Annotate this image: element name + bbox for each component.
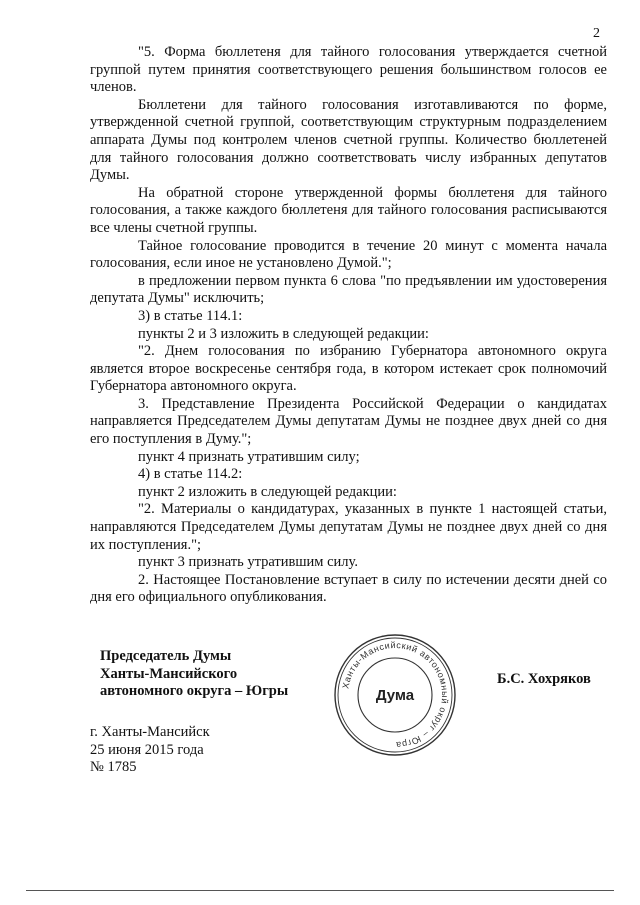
paragraph: "2. Днем голосования по избранию Губернатора автономного округа является второе воскресенье сентября года, в котором истекает срок полномочий Губернатора автономного округа. xyxy=(90,343,607,395)
paragraph: пункт 2 изложить в следующей редакции: xyxy=(138,483,397,500)
footer-divider xyxy=(26,890,614,891)
city: г. Ханты-Мансийск xyxy=(90,724,210,740)
paragraph: Тайное голосование проводится в течение 20 минут с момента начала голосования, если иное не установлено Думой."; xyxy=(90,237,607,272)
paragraph: 3) в статье 114.1: xyxy=(138,307,243,324)
paragraph: 4) в статье 114.2: xyxy=(138,466,243,483)
page-number: 2 xyxy=(593,26,600,41)
paragraph: пункт 3 признать утратившим силу. xyxy=(138,554,358,571)
paragraph: в предложении первом пункта 6 слова "по предъявлении им удостоверения депутата Думы" исключить; xyxy=(90,272,607,307)
signature-title xyxy=(100,648,288,701)
paragraph: пункты 2 и 3 изложить в следующей редакции: xyxy=(138,325,429,342)
document-number: № 1785 xyxy=(90,759,137,776)
body-text xyxy=(90,44,607,607)
official-seal xyxy=(330,630,460,760)
paragraph: "5. Форма бюллетеня для тайного голосования утверждается счетной группой путем принятия соответствующего решения большинством голосов ее членов. xyxy=(90,44,607,96)
paragraph: 2. Настоящее Постановление вступает в силу по истечении десяти дней со дня его официального опубликования. xyxy=(90,571,607,606)
signature-title-line: автономного округа – Югры xyxy=(100,683,289,700)
paragraph: Бюллетени для тайного голосования изготавливаются по форме, утвержденной счетной группой, соответствующим структурным подразделением аппарата Думы под контролем членов счетной группы. Количество бюллетеней для тайного голосования должно соответствовать числу избранных депутатов Думы. xyxy=(90,96,607,184)
signatory-name: Б.С. Хохряков xyxy=(497,671,591,687)
paragraph: пункт 4 признать утратившим силу; xyxy=(138,448,360,465)
svg-text:Дума: Дума xyxy=(375,687,415,704)
place-and-date xyxy=(90,724,210,777)
paragraph: 3. Представление Президента Российской Федерации о кандидатах направляется Председателем Думы депутатам Думы не позднее двух дней со дня его поступления в Думу."; xyxy=(90,395,607,448)
svg-text:Ханты-Мансийский автономный ок: Ханты-Мансийский автономный округ – Югра xyxy=(340,639,451,751)
paragraph: "2. Материалы о кандидатурах, указанных в пункте 1 настоящей статьи, направляются Председателем Думы депутатам Думы не позднее двух дней со дня их поступления."; xyxy=(90,501,607,553)
paragraph: На обратной стороне утвержденной формы бюллетеня для тайного голосования, а также каждого бюллетеня для тайного голосования расписываются все члены счетной группы. xyxy=(90,184,607,236)
signature-title-line: Ханты-Мансийского xyxy=(100,665,238,682)
date: 25 июня 2015 года xyxy=(90,741,204,758)
signature-title-line: Председатель Думы xyxy=(100,648,232,664)
